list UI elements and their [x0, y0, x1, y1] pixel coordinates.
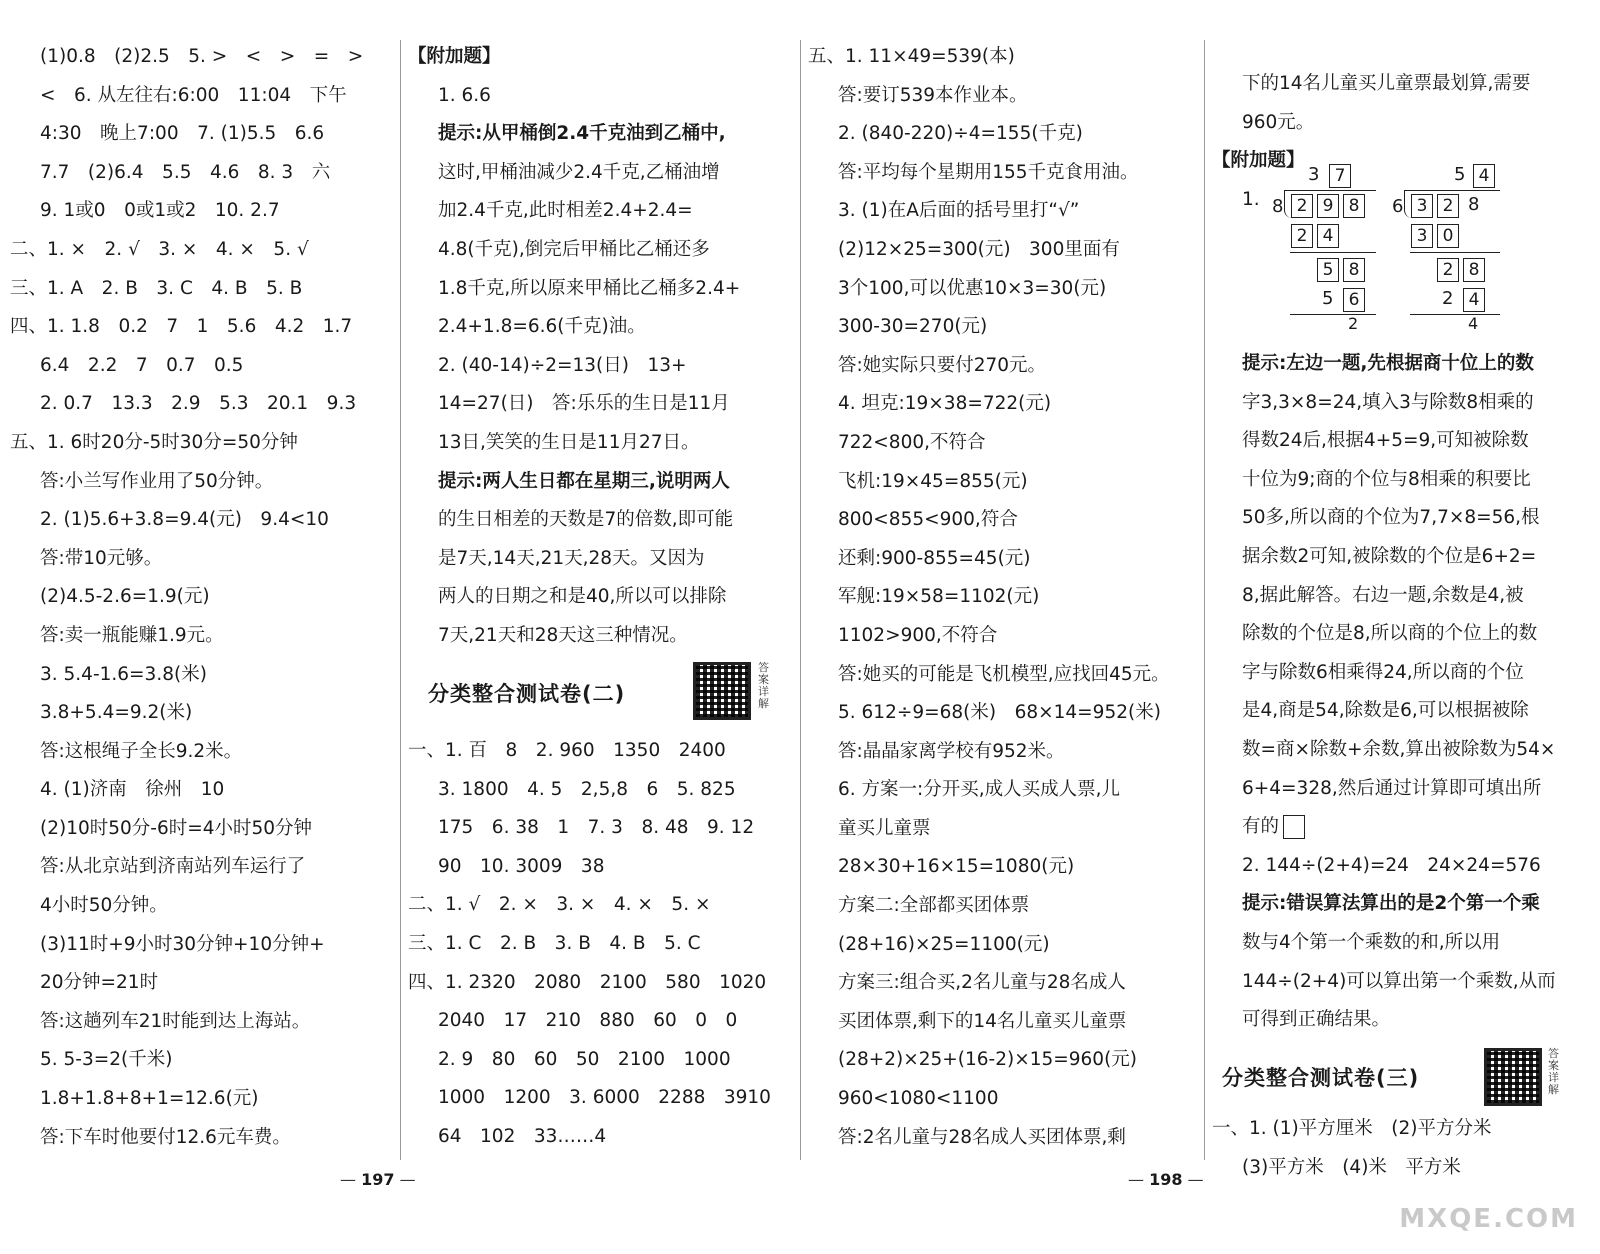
text-line: 是7天,14天,21天,28天。又因为	[438, 547, 705, 569]
text-line: 1. 6.6	[438, 84, 491, 106]
text-line: 答:从北京站到济南站列车运行了	[40, 856, 306, 878]
page-number-text: 197	[361, 1170, 395, 1189]
text-line: 14=27(日) 答:乐乐的生日是11月	[438, 393, 730, 415]
digit-box: 2	[1291, 224, 1313, 248]
text-line: 三、1. A 2. B 3. C 4. B 5. B	[10, 277, 303, 299]
text-line: 答:卖一瓶能赚1.9元。	[40, 624, 224, 646]
text-line: 2040 17 210 880 60 0 0	[438, 1010, 738, 1032]
qr-label: 答案详解	[758, 661, 769, 710]
text-line: (3)平方米 (4)米 平方米	[1242, 1156, 1461, 1178]
text-line: 加2.4千克,此时相差2.4+2.4=	[438, 200, 693, 222]
text-line: 答:平均每个星期用155千克食用油。	[838, 161, 1139, 183]
text-line: 四、1. 1.8 0.2 7 1 5.6 4.2 1.7	[10, 316, 353, 338]
text-line: 2. 144÷(2+4)=24 24×24=576	[1242, 854, 1541, 876]
long-division-right	[1390, 160, 1500, 333]
text-line: (3)11时+9小时30分钟+10分钟+	[40, 933, 325, 955]
text-line: 答:带10元够。	[40, 547, 163, 569]
digit-box: 2	[1437, 258, 1459, 282]
digit-box: 2	[1437, 194, 1459, 218]
text-line: 【附加题】	[1212, 150, 1305, 172]
digit-box: 7	[1329, 164, 1351, 188]
text-line: 一、1. (1)平方厘米 (2)平方分米	[1212, 1118, 1492, 1139]
digit: 2	[1442, 288, 1454, 309]
column-divider	[400, 40, 401, 1160]
text-line: 2. 9 80 60 50 2100 1000	[438, 1048, 731, 1070]
text-line: 50多,所以商的个位为7,7×8=56,根	[1242, 507, 1540, 529]
long-division-left	[1270, 160, 1380, 333]
text-line: 提示:错误算法算出的是2个第一个乘	[1242, 893, 1540, 915]
text-line: 答:她实际只要付270元。	[838, 354, 1047, 376]
text-line: 64 102 33……4	[438, 1125, 607, 1147]
text-line: 5. 5-3=2(千米)	[40, 1049, 173, 1071]
watermark-logo: MXQE.COM	[1399, 1204, 1578, 1234]
digit-box: 4	[1473, 164, 1495, 188]
text-line: 二、1. √ 2. × 3. × 4. × 5. ×	[408, 894, 711, 916]
page-number-text: 198	[1149, 1170, 1183, 1189]
digit-box: 9	[1317, 194, 1339, 218]
test-3-title: 分类整合测试卷(三)	[1222, 1066, 1420, 1090]
text-line: 数=商×除数+余数,算出被除数为54×	[1242, 738, 1556, 760]
text-line: 得数24后,根据4+5=9,可知被除数	[1242, 430, 1529, 452]
text-line: 有的	[1212, 808, 1597, 847]
digit-box: 8	[1343, 258, 1365, 282]
divisor: 6	[1392, 196, 1404, 217]
text-line: 7天,21天和28天这三种情况。	[438, 624, 688, 646]
text-line: 是4,商是54,除数是6,可以根据被除	[1242, 700, 1529, 722]
text-line: 2. (40-14)÷2=13(日) 13+	[438, 354, 687, 376]
test-2-title: 分类整合测试卷(二)	[428, 682, 626, 706]
digit-box: 4	[1463, 288, 1485, 312]
text-line: 6. 方案一:分开买,成人买成人票,儿	[838, 779, 1121, 801]
page-number-left: — 197 —	[340, 1170, 416, 1189]
text-line: 4小时50分钟。	[40, 895, 168, 917]
remainder: 4	[1468, 314, 1479, 333]
text-line: 3. (1)在A后面的括号里打“√”	[838, 200, 1080, 222]
text-line: 二、1. × 2. √ 3. × 4. × 5. √	[10, 238, 309, 260]
digit-box: 6	[1343, 288, 1365, 312]
text-line: 下的14名儿童买儿童票最划算,需要	[1242, 73, 1531, 94]
text-line: 1000 1200 3. 6000 2288 3910	[438, 1087, 771, 1109]
page-number-right: — 198 —	[1128, 1170, 1204, 1189]
text-line: 3. 5.4-1.6=3.8(米)	[40, 663, 207, 685]
text-line: 300-30=270(元)	[838, 316, 988, 338]
answer-column-4-bottom	[1212, 1110, 1597, 1187]
text-line: 4. 坦克:19×38=722(元)	[838, 393, 1052, 415]
text-line: 答:要订539本作业本。	[838, 84, 1028, 106]
empty-box-icon	[1283, 815, 1305, 839]
text-line: 除数的个位是8,所以商的个位上的数	[1242, 623, 1538, 645]
text-line: 可得到正确结果。	[1242, 1009, 1391, 1031]
text-line: 6+4=328,然后通过计算即可填出所	[1242, 777, 1542, 799]
text-line: 4.8(千克),倒完后甲桶比乙桶还多	[438, 238, 710, 260]
text-line: 一、1. 百 8 2. 960 1350 2400	[408, 740, 726, 761]
answer-column-2-bottom	[408, 732, 793, 1157]
text-line: 2. (1)5.6+3.8=9.4(元) 9.4<10	[40, 509, 329, 531]
text-line: 十位为9;商的个位与8相乘的积要比	[1242, 468, 1531, 490]
text-line: 买团体票,剩下的14名儿童买儿童票	[838, 1010, 1127, 1032]
text-line: 28×30+16×15=1080(元)	[838, 856, 1075, 878]
text-line: 五、1. 6时20分-5时30分=50分钟	[10, 431, 298, 453]
digit: 5	[1454, 164, 1466, 185]
qr-label: 答案详解	[1548, 1047, 1559, 1096]
text-line: 175 6. 38 1 7. 3 8. 48 9. 12	[438, 817, 755, 839]
text-line: (1)0.8 (2)2.5 5. > < > = >	[40, 46, 364, 67]
text-line: 飞机:19×45=855(元)	[838, 470, 1028, 492]
text-line: 3. 1800 4. 5 2,5,8 6 5. 825	[438, 778, 736, 800]
text-line: (28+16)×25=1100(元)	[838, 933, 1050, 955]
digit-box: 5	[1317, 258, 1339, 282]
text-line: 四、1. 2320 2080 2100 580 1020	[408, 971, 767, 993]
text-line: 4:30 晚上7:00 7. (1)5.5 6.6	[40, 123, 325, 145]
text-line: 13日,笑笑的生日是11月27日。	[438, 431, 700, 453]
remainder: 2	[1348, 314, 1359, 333]
text-line: 20分钟=21时	[40, 972, 159, 994]
text-line: 7.7 (2)6.4 5.5 4.6 8. 3 六	[40, 161, 331, 183]
text-line: 960元。	[1242, 111, 1315, 133]
text-line: 军舰:19×58=1102(元)	[838, 586, 1040, 608]
text-line: 两人的日期之和是40,所以可以排除	[438, 586, 727, 608]
text-line: 答:这趟列车21时能到达上海站。	[40, 1010, 311, 1032]
text-line: 90 10. 3009 38	[438, 855, 605, 877]
text-line: 还剩:900-855=45(元)	[838, 547, 1031, 569]
qr-code-icon[interactable]	[1484, 1048, 1542, 1106]
text-line: (2)12×25=300(元) 300里面有	[838, 238, 1120, 260]
text-line: 6.4 2.2 7 0.7 0.5	[40, 354, 244, 376]
text-line: 提示:左边一题,先根据商十位上的数	[1242, 353, 1534, 374]
digit: 5	[1322, 288, 1334, 309]
text-line: 2.4+1.8=6.6(千克)油。	[438, 316, 646, 338]
text-line: 4. (1)济南 徐州 10	[40, 779, 225, 801]
text-line: (2)4.5-2.6=1.9(元)	[40, 586, 210, 608]
text-line: 2. (840-220)÷4=155(千克)	[838, 123, 1083, 145]
answer-column-3	[808, 38, 1200, 1157]
text-line: 答:小兰写作业用了50分钟。	[40, 470, 274, 492]
text-line: 据余数2可知,被除数的个位是6+2=	[1242, 545, 1537, 567]
text-line: 字3,3×8=24,填入3与除数8相乘的	[1242, 391, 1534, 413]
text-line: (28+2)×25+(16-2)×15=960(元)	[838, 1049, 1137, 1071]
digit-box: 8	[1463, 258, 1485, 282]
column-divider	[1204, 40, 1205, 1160]
text-line: 【附加题】	[408, 46, 501, 67]
digit-box: 8	[1343, 194, 1365, 218]
digit-box: 3	[1411, 194, 1433, 218]
column-divider	[800, 40, 801, 1160]
digit: 3	[1308, 164, 1320, 185]
text-line: 3个100,可以优惠10×3=30(元)	[838, 277, 1107, 299]
text-line: 1.	[1242, 188, 1260, 210]
text-line: 5. 612÷9=68(米) 68×14=952(米)	[838, 702, 1161, 724]
qr-code-icon[interactable]	[693, 662, 751, 720]
text-line: 1102>900,不符合	[838, 624, 998, 646]
text-line: 答:2名儿童与28名成人买团体票,剩	[838, 1126, 1126, 1148]
text-line: 答:这根绳子全长9.2米。	[40, 740, 243, 762]
text-line: 三、1. C 2. B 3. B 4. B 5. C	[408, 932, 701, 954]
text-line: 答:晶晶家离学校有952米。	[838, 740, 1065, 762]
digit-box: 2	[1291, 194, 1313, 218]
text-line: (2)10时50分-6时=4小时50分钟	[40, 817, 313, 839]
digit-box: 4	[1317, 224, 1339, 248]
text-line: 这时,甲桶油减少2.4千克,乙桶油增	[438, 161, 720, 183]
text-line: 提示:两人生日都在星期三,说明两人	[438, 470, 730, 492]
divisor: 8	[1272, 196, 1284, 217]
text-line: 字与除数6相乘得24,所以商的个位	[1242, 661, 1524, 683]
text-line: 答:她买的可能是飞机模型,应找回45元。	[838, 663, 1170, 685]
text-line: 五、1. 11×49=539(本)	[808, 46, 1015, 67]
text-line: 童买儿童票	[838, 817, 931, 839]
answer-column-4-middle	[1212, 345, 1597, 1040]
text-line: 提示:从甲桶倒2.4千克油到乙桶中,	[438, 123, 726, 145]
text-line: 1.8+1.8+8+1=12.6(元)	[40, 1088, 259, 1110]
digit-box: 0	[1437, 224, 1459, 248]
text-line: 8,据此解答。右边一题,余数是4,被	[1242, 584, 1524, 606]
text-line: 的生日相差的天数是7的倍数,即可能	[438, 509, 734, 531]
digit-box: 3	[1411, 224, 1433, 248]
text-line: 960<1080<1100	[838, 1088, 999, 1110]
text-line: 答:下车时他要付12.6元车费。	[40, 1126, 291, 1148]
digit: 8	[1468, 194, 1480, 215]
text-line: 722<800,不符合	[838, 431, 986, 453]
text-line: < 6. 从左往右:6:00 11:04 下午	[40, 84, 347, 106]
text-line: 9. 1或0 0或1或2 10. 2.7	[40, 200, 280, 222]
text-line: 1.8千克,所以原来甲桶比乙桶多2.4+	[438, 277, 741, 299]
text-line: 3.8+5.4=9.2(米)	[40, 702, 193, 724]
text-line: 2. 0.7 13.3 2.9 5.3 20.1 9.3	[40, 393, 357, 415]
text-line: 数与4个第一个乘数的和,所以用	[1242, 931, 1501, 953]
text-line: 方案二:全部都买团体票	[838, 895, 1030, 917]
text-line: 方案三:组合买,2名儿童与28名成人	[838, 972, 1126, 994]
text-line: 144÷(2+4)可以算出第一个乘数,从而	[1242, 970, 1556, 992]
answer-column-1	[10, 38, 395, 1157]
text-line: 800<855<900,符合	[838, 509, 1018, 531]
answer-column-2-top	[408, 38, 793, 656]
